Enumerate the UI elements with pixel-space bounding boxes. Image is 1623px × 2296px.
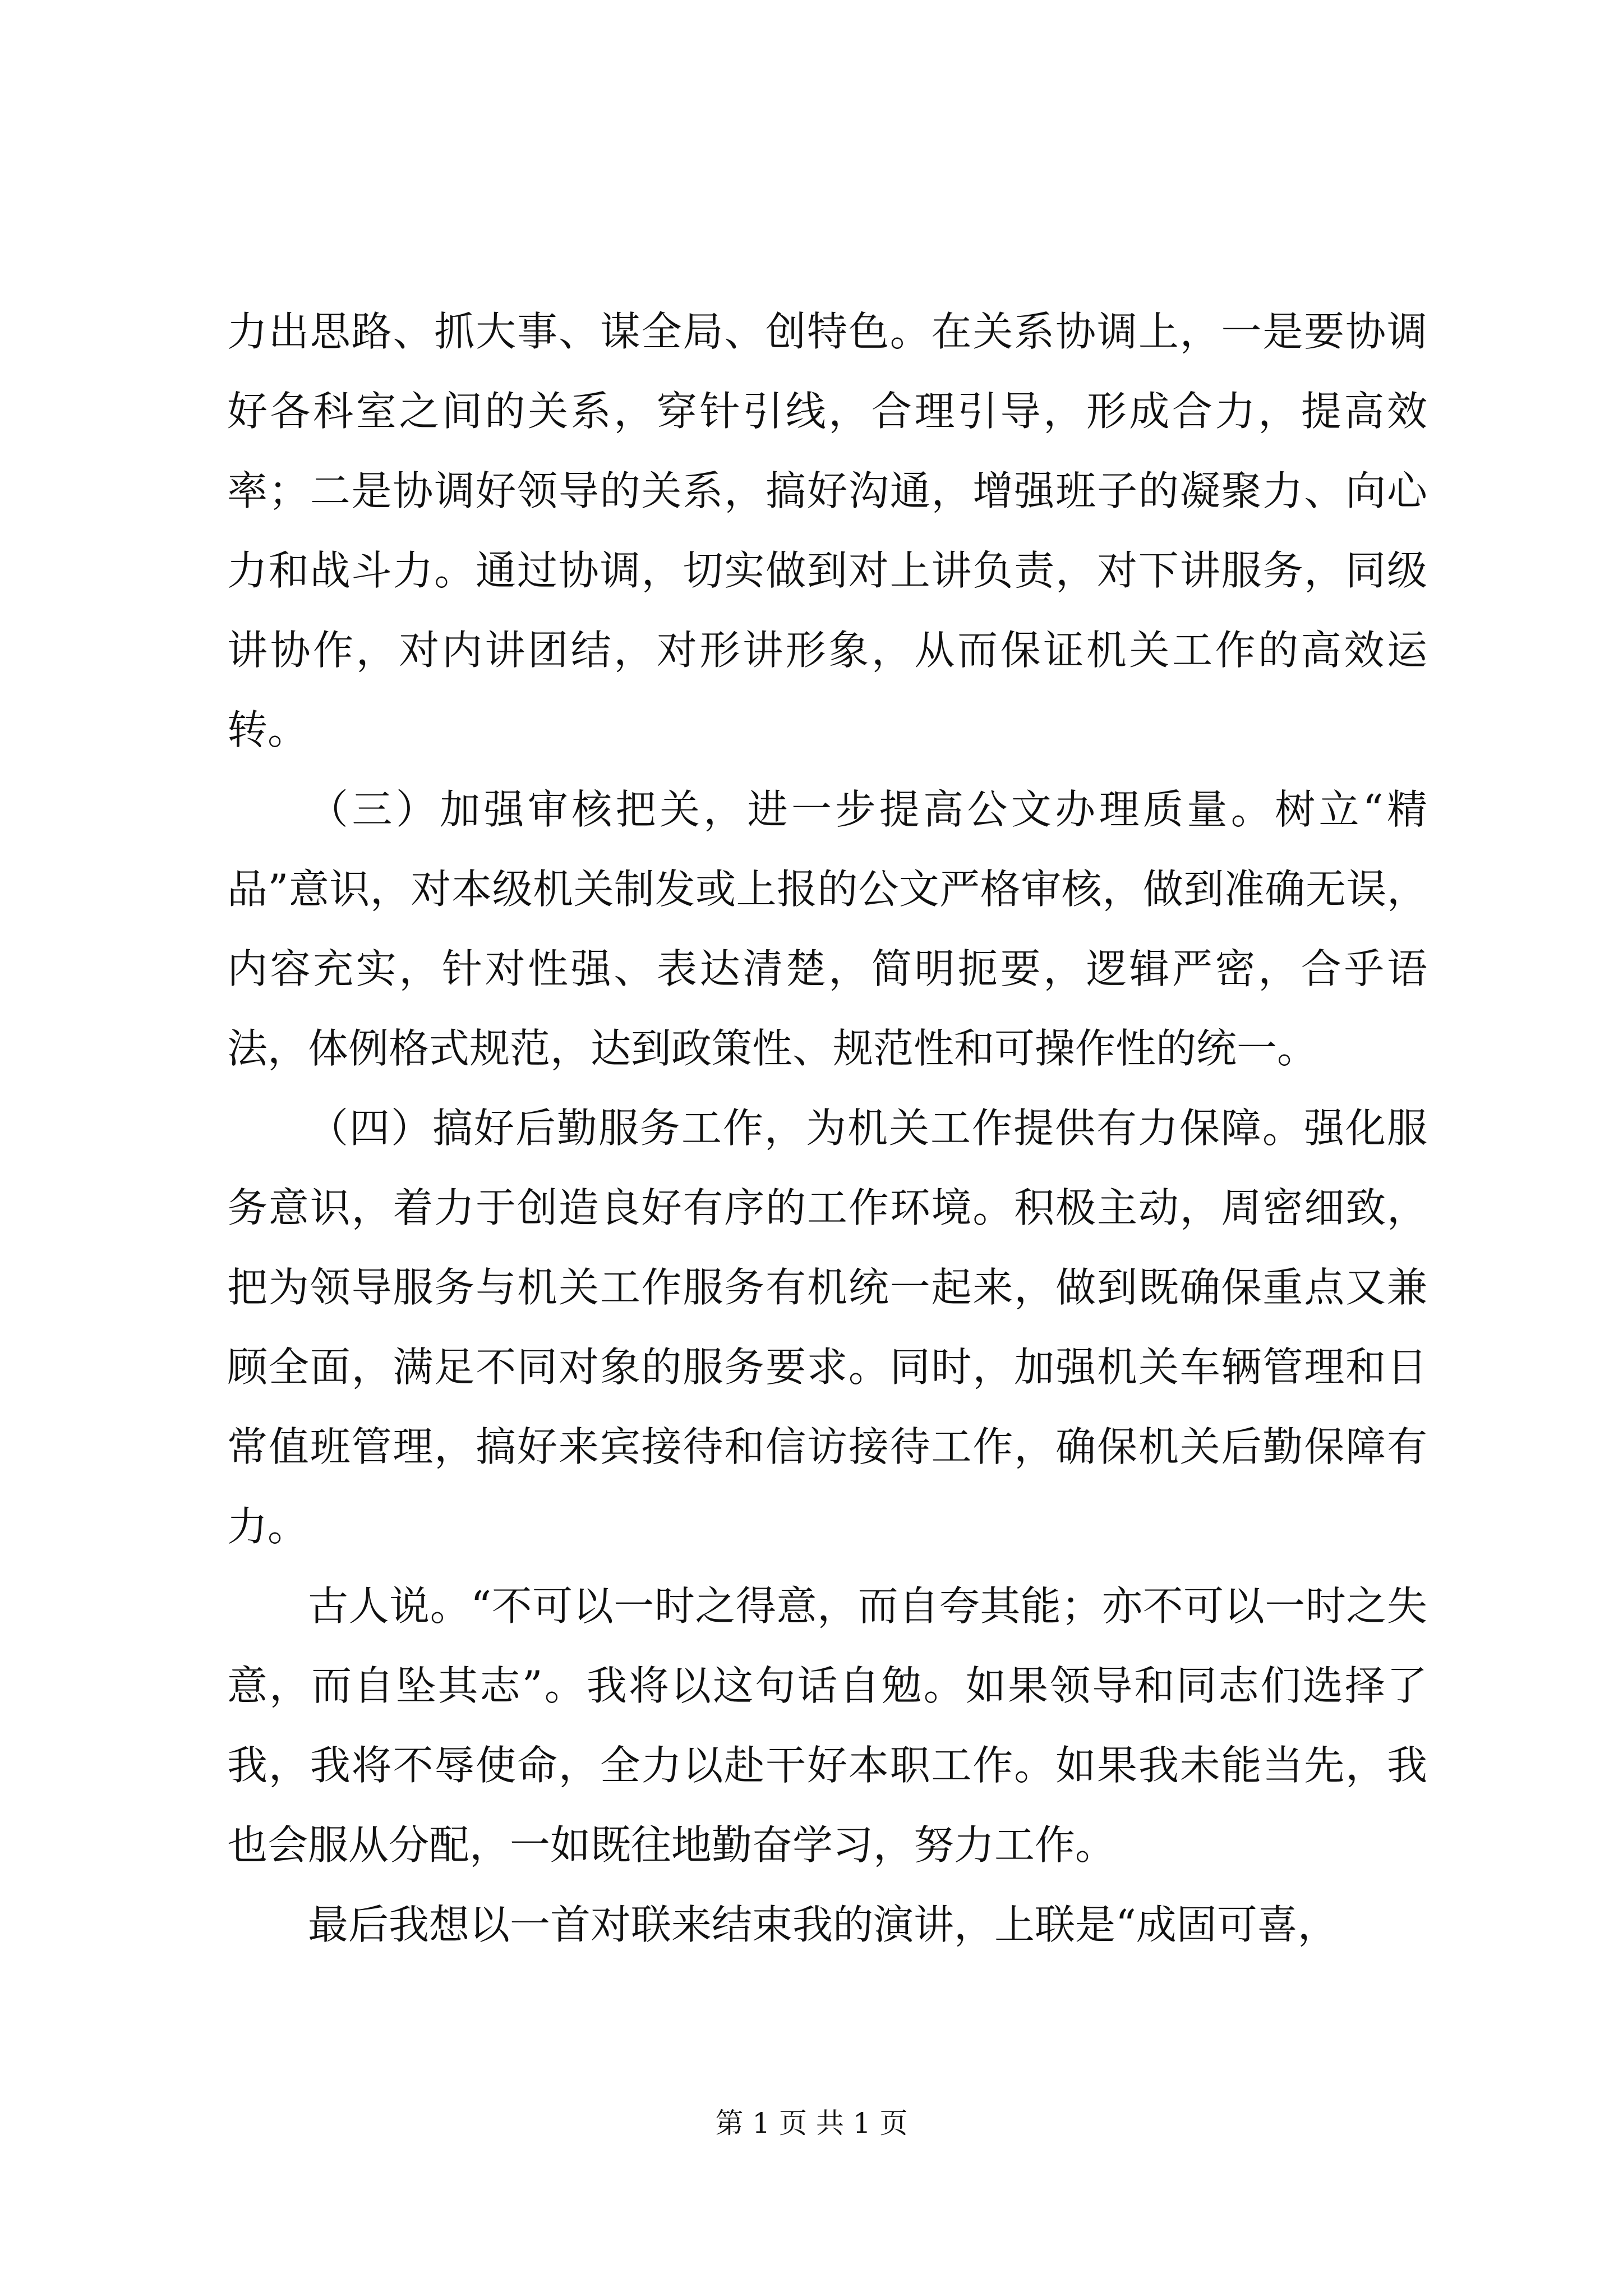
paragraph-closing-couplet: 最后我想以一首对联来结束我的演讲，上联是“成固可喜， [308,1901,1338,1948]
document-body [227,292,1427,1964]
page-footer: 第 1 页 共 1 页 [715,2107,908,2139]
paragraph-document-review: （三）加强审核把关，进一步提高公文办理质量。树立“精品”意识，对本级机关制发或上报的公文严格审核，做到准确无误，内容充实，针对性强、表达清楚，简明扼要，逻辑严密，合乎语法，体例格式规范，达到政策性、规范性和可操作性的统一。 [227,786,1427,1072]
paragraph-ancient-saying: 古人说。“不可以一时之得意，而自夸其能；亦不可以一时之失意，而自坠其志”。我将以这句话自勉。如果领导和同志们选择了我，我将不辱使命，全力以赴干好本职工作。如果我未能当先，我也会服从分配，一如既往地勤奋学习，努力工作。 [227,1582,1427,1869]
paragraph-coordination: 力出思路、抓大事、谋全局、创特色。在关系协调上，一是要协调好各科室之间的关系，穿针引线，合理引导，形成合力，提高效率；二是协调好领导的关系，搞好沟通，增强班子的凝聚力、向心力和战斗力。通过协调，切实做到对上讲负责，对下讲服务，同级讲协作，对内讲团结，对形讲形象，从而保证机关工作的高效运转。 [227,308,1427,753]
paragraph-logistics-service: （四）搞好后勤服务工作，为机关工作提供有力保障。强化服务意识，着力于创造良好有序的工作环境。积极主动，周密细致，把为领导服务与机关工作服务有机统一起来，做到既确保重点又兼顾全面，满足不同对象的服务要求。同时，加强机关车辆管理和日常值班管理，搞好来宾接待和信访接待工作，确保机关后勤保障有力。 [227,1105,1427,1550]
